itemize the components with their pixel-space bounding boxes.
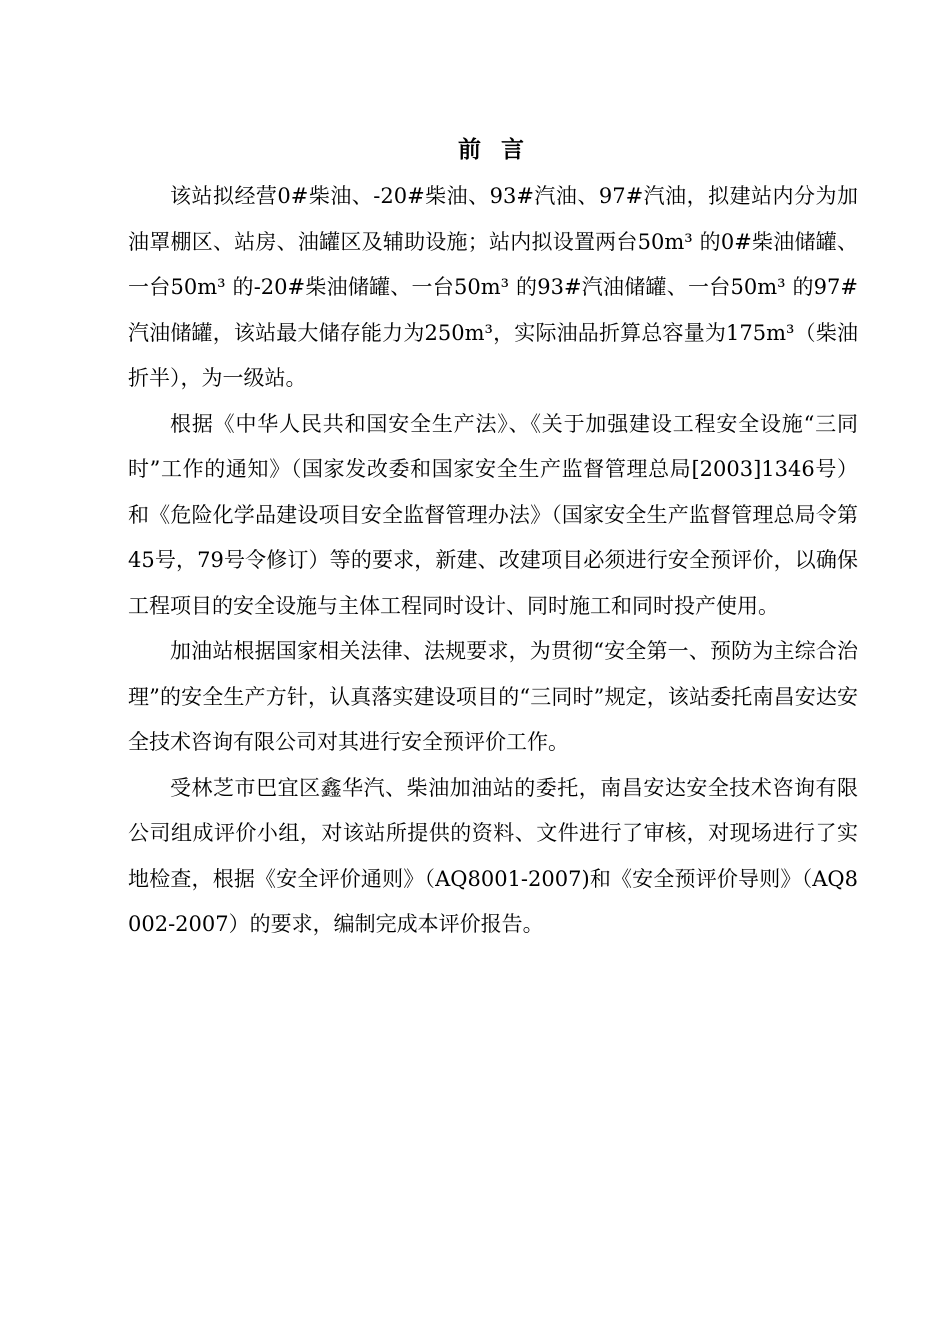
page-title: 前 言: [457, 136, 530, 163]
paragraph-2: 根据《中华人民共和国安全生产法》、《关于加强建设工程安全设施“三同时”工作的通知》（国家发改委和国家安全生产监督管理总局[2003]1346号）和《危险化学品建设项目安全监督管理办法》（国家安全生产监督管理总局令第45号，79号令修订）等的要求，新建、改建项目必须进行安全预评价，以确保工程项目的安全设施与主体工程同时设计、同时施工和同时投产使用。: [128, 411, 858, 618]
body-text: [128, 174, 858, 948]
paragraph-1: 该站拟经营0#柴油、-20#柴油、93#汽油、97#汽油，拟建站内分为加油罩棚区、站房、油罐区及辅助设施；站内拟设置两台50m³ 的0#柴油储罐、一台50m³ 的-20#柴油储罐、一台50m³ 的93#汽油储罐、一台50m³ 的97#汽油储罐，该站最大储存能力为250m³，实际油品折算总容量为175m³（柴油折半），为一级站。: [128, 184, 858, 390]
paragraph-4: 受林芝市巴宜区鑫华汽、柴油加油站的委托，南昌安达安全技术咨询有限公司组成评价小组，对该站所提供的资料、文件进行了审核，对现场进行了实地检查，根据《安全评价通则》（AQ8001-2007)和《安全预评价导则》（AQ8002-2007）的要求，编制完成本评价报告。: [128, 775, 858, 936]
paragraph-3: 加油站根据国家相关法律、法规要求，为贯彻“安全第一、预防为主综合治理”的安全生产方针，认真落实建设项目的“三同时”规定，该站委托南昌安达安全技术咨询有限公司对其进行安全预评价工作。: [128, 639, 858, 754]
